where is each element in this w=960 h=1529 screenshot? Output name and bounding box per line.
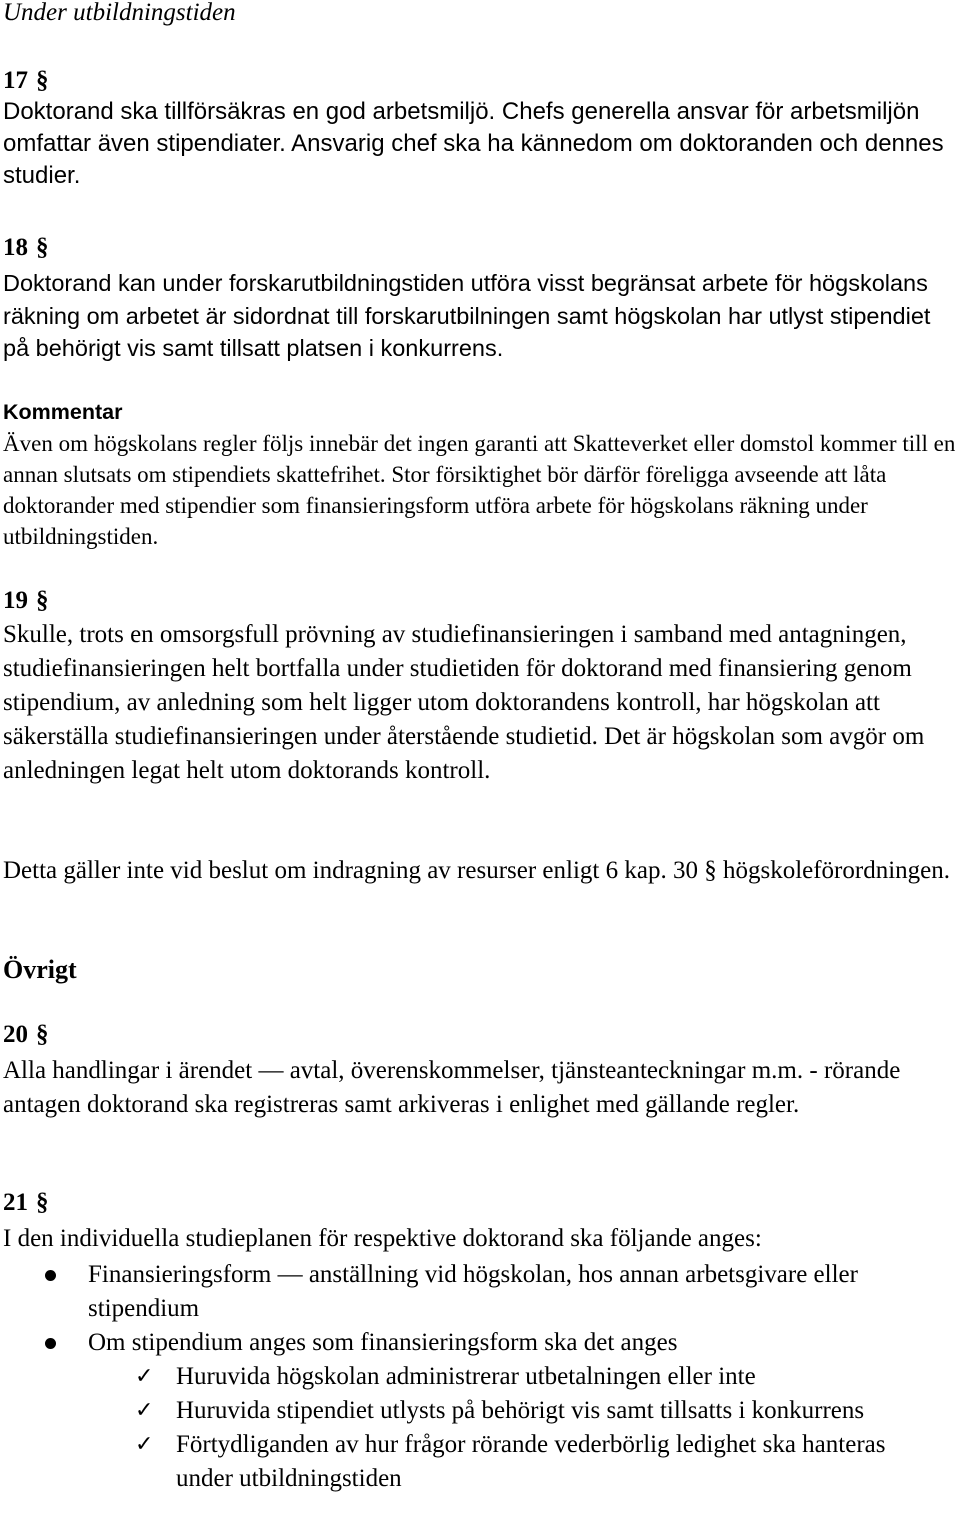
list-item: [3, 1326, 908, 1360]
paragraph-21-number: [3, 1188, 49, 1218]
paragraph-number: 21: [3, 1189, 28, 1216]
section-sign: §: [36, 587, 49, 614]
paragraph-18-number: [3, 233, 49, 263]
check-item-text: Förtydliganden av hur frågor rörande vederbörlig ledighet ska hanteras under utbildningstiden: [176, 1431, 886, 1492]
paragraph-number: 18: [3, 234, 28, 261]
checkmark-icon: ✓: [135, 1432, 154, 1457]
section-sign: §: [36, 1021, 49, 1048]
checkmark-icon: ✓: [135, 1398, 154, 1423]
paragraph-20-text: Alla handlingar i ärendet — avtal, överenskommelser, tjänsteanteckningar m.m. - rörande antagen doktorand ska registreras samt arkiveras i enlighet med gällande regler.: [3, 1057, 901, 1118]
checkmark-icon: ✓: [135, 1364, 154, 1389]
paragraph-19-number: [3, 586, 49, 616]
bullet-icon: [45, 1338, 56, 1349]
paragraph-number: 20: [3, 1021, 28, 1048]
section-sign: §: [36, 234, 49, 261]
paragraph-19-text: Skulle, trots en omsorgsfull prövning av studiefinansieringen i samband med antagningen, studiefinansieringen helt bortfalla under studietiden för doktorand med finansiering genom stipendium, av anledning som helt ligger utom doktorandens kontroll, har högskolan att säkerställa studiefinansieringen under återstående studietid. Det är högskolan som avgör om anledningen legat helt utom doktorands kontroll.: [3, 621, 925, 784]
check-item-text: Huruvida högskolan administrerar utbetalningen eller inte: [176, 1363, 756, 1390]
paragraph-18-text: Doktorand kan under forskarutbildningstiden utföra visst begränsat arbete för högskolans räkning om arbetet är sidordnat till forskarutbilningen samt högskolan har utlyst stipendiet på behörigt vis samt tillsatt platsen i konkurrens.: [3, 270, 931, 361]
check-list-item: [3, 1360, 936, 1394]
list-item-text: Finansieringsform — anställning vid högskolan, hos annan arbetsgivare eller stipendium: [88, 1261, 858, 1322]
paragraph-21-intro: I den individuella studieplanen för respektive doktorand ska följande anges:: [3, 1225, 762, 1252]
paragraph-17-number: [3, 66, 49, 96]
section-sign: §: [36, 1189, 49, 1216]
requirements-list: [3, 1258, 958, 1496]
check-list-item: [3, 1394, 866, 1428]
paragraph-20-number: [3, 1020, 49, 1050]
check-list-item: [3, 1428, 916, 1496]
list-item-text: Om stipendium anges som finansieringsform ska det anges: [88, 1329, 678, 1356]
section-sign: §: [36, 67, 49, 94]
comment-text: Även om högskolans regler följs innebär det ingen garanti att Skatteverket eller domstol kommer till en annan slutsats om stipendiets skattefrihet. Stor försiktighet bör därför föreligga avseende att låta doktorander med stipendier som finansieringsform utföra arbete för högskolans räkning under utbildningstiden.: [3, 431, 956, 549]
bullet-icon: [45, 1270, 56, 1281]
paragraph-number: 17: [3, 67, 28, 94]
comment-label: Kommentar: [3, 400, 123, 424]
check-item-text: Huruvida stipendiet utlysts på behörigt vis samt tillsatts i konkurrens: [176, 1397, 865, 1424]
paragraph-19-note: Detta gäller inte vid beslut om indragning av resurser enligt 6 kap. 30 § högskoleförordningen.: [3, 857, 950, 884]
section-heading: Under utbildningstiden: [3, 0, 236, 26]
ovrigt-heading: Övrigt: [3, 955, 77, 984]
paragraph-17-text: Doktorand ska tillförsäkras en god arbetsmiljö. Chefs generella ansvar för arbetsmiljön omfattar även stipendiater. Ansvarig chef ska ha kännedom om doktoranden och dennes studier.: [3, 98, 944, 189]
paragraph-number: 19: [3, 587, 28, 614]
list-item: [3, 1258, 908, 1326]
